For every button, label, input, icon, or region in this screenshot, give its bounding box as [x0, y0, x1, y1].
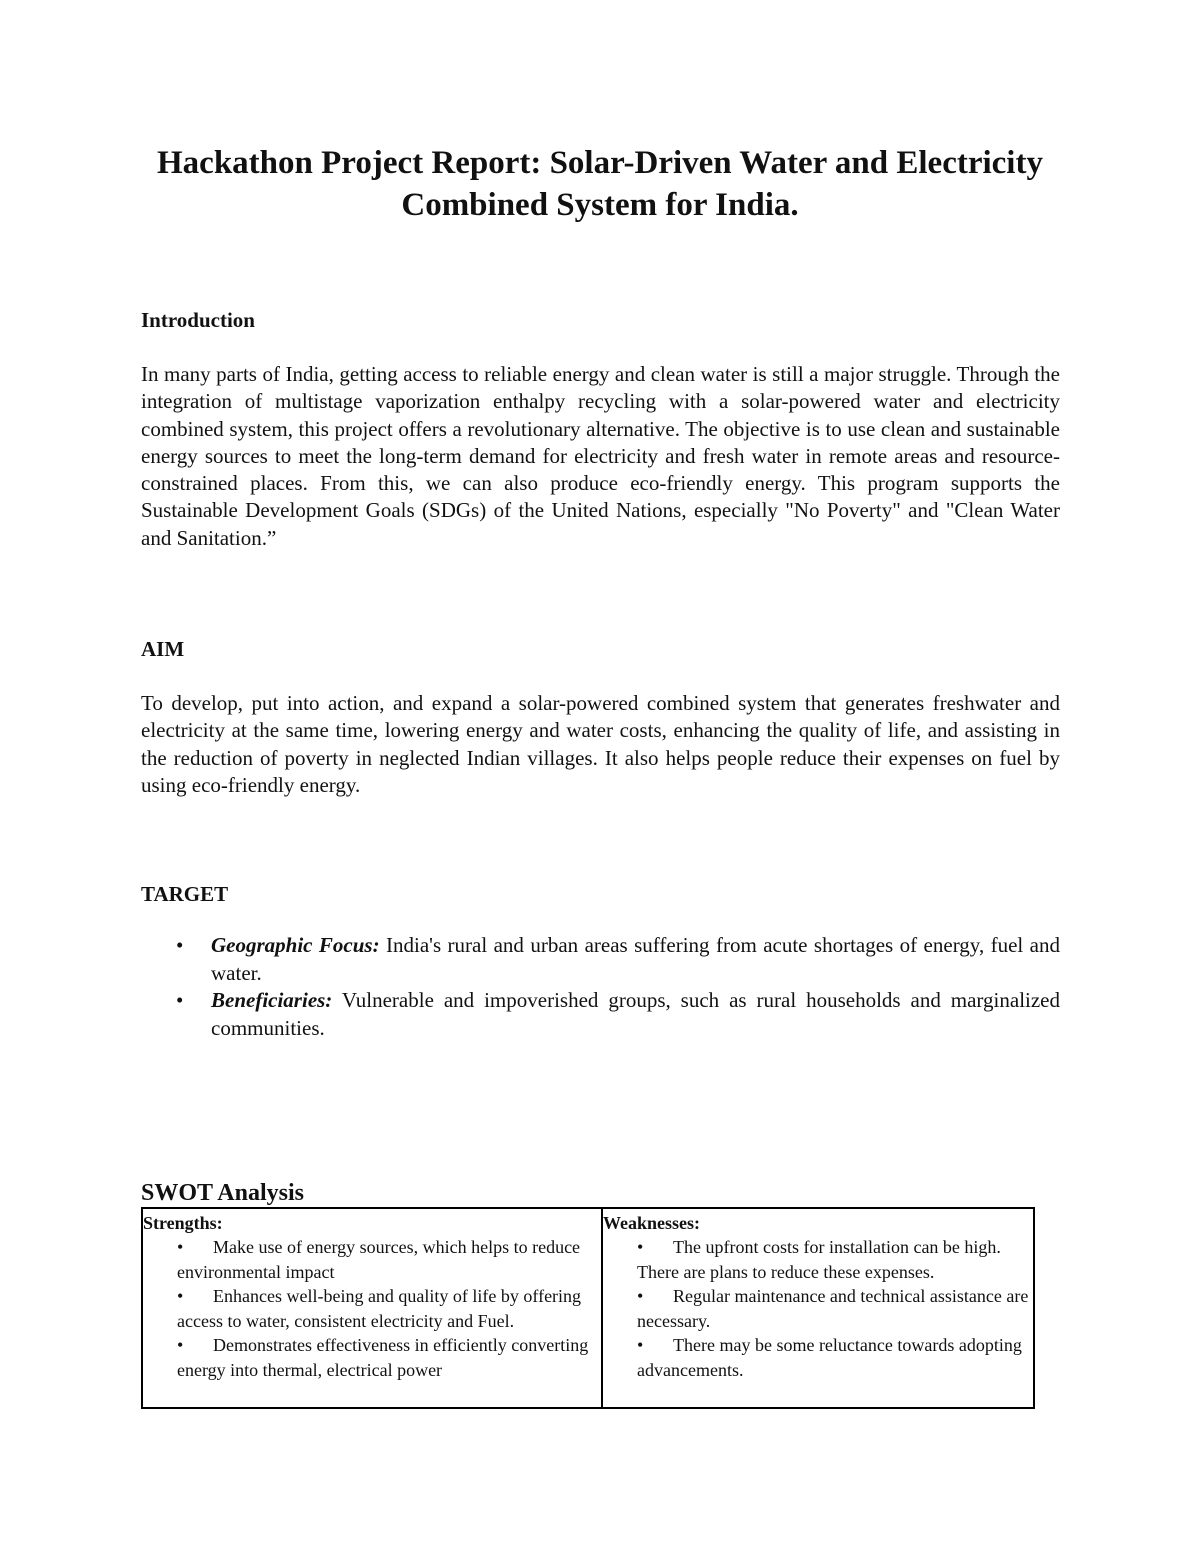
- list-item: [603, 1333, 1029, 1382]
- target-label: Beneficiaries:: [211, 988, 333, 1012]
- list-item: [603, 1235, 1029, 1284]
- strength-text: Make use of energy sources, which helps to reduce environmental impact: [177, 1237, 581, 1282]
- weaknesses-cell: [603, 1209, 1033, 1407]
- introduction-heading: Introduction: [141, 308, 255, 332]
- weaknesses-list: [603, 1235, 1029, 1383]
- weaknesses-heading: Weaknesses:: [603, 1213, 701, 1233]
- bullet-icon: •: [177, 1335, 184, 1356]
- strengths-heading: Strengths:: [143, 1213, 223, 1233]
- bullet-icon: •: [176, 933, 184, 957]
- strengths-list: [143, 1235, 597, 1383]
- bullet-icon: •: [176, 988, 184, 1012]
- weakness-text: The upfront costs for installation can be high. There are plans to reduce these expenses.: [637, 1237, 1001, 1282]
- strength-text: Demonstrates effectiveness in efficiently converting energy into thermal, electrical power: [177, 1335, 589, 1380]
- target-heading: TARGET: [141, 882, 229, 906]
- list-item: [143, 1235, 597, 1284]
- bullet-icon: •: [637, 1237, 644, 1257]
- target-text: India's rural and urban areas suffering from acute shortages of energy, fuel and water.: [211, 933, 1060, 985]
- page-title: Hackathon Project Report: Solar-Driven Water and Electricity Combined System for India.: [157, 145, 1043, 223]
- target-text: Vulnerable and impoverished groups, such as rural households and marginalized communities.: [211, 988, 1061, 1040]
- target-list: [141, 932, 1060, 1042]
- swot-table: [141, 1207, 1035, 1409]
- bullet-icon: •: [637, 1286, 644, 1307]
- introduction-paragraph: In many parts of India, getting access to reliable energy and clean water is still a major struggle. Through the integration of multistage vaporization enthalpy recycling with a solar-powered water and electricity combined system, this project offers a revolutionary alternative. The objective is to use clean and sustainable energy sources to meet the long-term demand for electricity and fresh water in remote areas and resource-constrained places. From this, we can also produce eco-friendly energy. This program supports the Sustainable Development Goals (SDGs) of the United Nations, especially "No Poverty" and "Clean Water and Sanitation.”: [141, 362, 1060, 550]
- list-item: [603, 1284, 1029, 1333]
- weakness-text: Regular maintenance and technical assistance are necessary.: [637, 1286, 1029, 1331]
- swot-heading: SWOT Analysis: [141, 1180, 304, 1206]
- list-item: [143, 1284, 597, 1333]
- bullet-icon: •: [177, 1286, 184, 1307]
- list-item: [143, 1333, 597, 1382]
- strength-text: Enhances well-being and quality of life by offering access to water, consistent electricity and Fuel.: [177, 1286, 582, 1331]
- list-item: [141, 932, 1060, 987]
- aim-heading: AIM: [141, 637, 185, 661]
- bullet-icon: •: [177, 1237, 184, 1257]
- list-item: [141, 987, 1060, 1042]
- bullet-icon: •: [637, 1335, 644, 1356]
- target-label: Geographic Focus:: [211, 933, 380, 957]
- weakness-text: There may be some reluctance towards adopting advancements.: [637, 1335, 1022, 1380]
- strengths-cell: [143, 1209, 603, 1407]
- aim-paragraph: To develop, put into action, and expand a solar-powered combined system that generates freshwater and electricity at the same time, lowering energy and water costs, enhancing the quality of life, and assisting in the reduction of poverty in neglected Indian villages. It also helps people reduce their expenses on fuel by using eco-friendly energy.: [141, 691, 1060, 797]
